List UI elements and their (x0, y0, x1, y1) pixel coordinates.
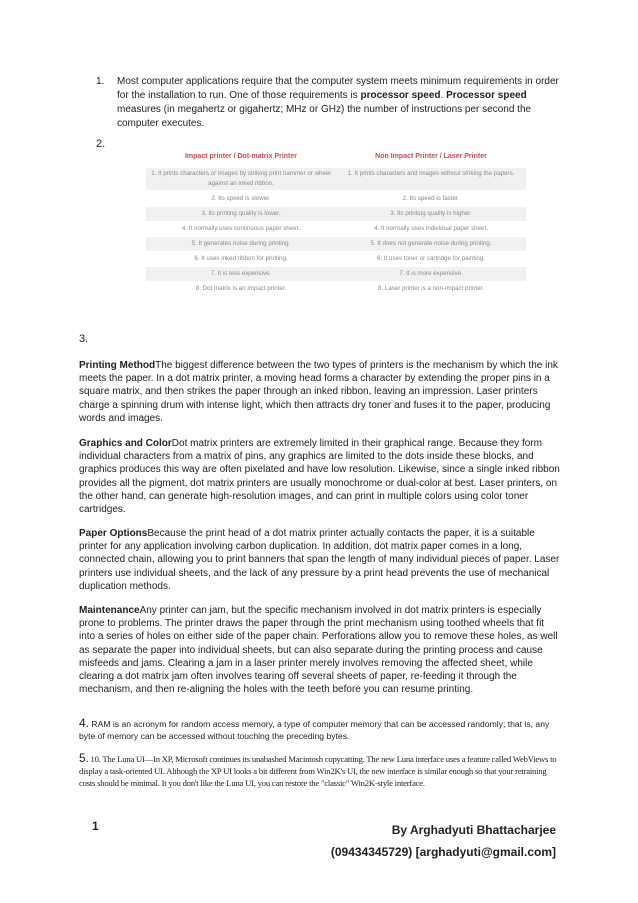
list-text: Most computer applications require that the computer system meets minimum requirements in order for the installation to run. One of those requirements is processor speed. Processor speed measures (in megahertz or gigahertz; MHz or GHz) the number of instructions per second the computer executes. (117, 76, 559, 129)
section-number-3: 3. (79, 333, 89, 345)
paragraph-paper-options (79, 527, 561, 593)
paragraph-body: The biggest difference between the two types of printers is the mechanism by which the ink meets the paper. In a dot matrix printer, a moving head forms a character by extending the proper pins in a square matrix, and then strikes the paper through an inked ribbon, leaving an impression. Laser printers charge a spinning drum with intense light, which then attracts dry toner and fuses it to the paper, producing words and images. (79, 360, 558, 424)
printer-comparison-table (146, 150, 526, 300)
paragraph-body: Any printer can jam, but the specific mechanism involved in dot matrix printers is especially prone to problems. The printer draws the paper through the print mechanism using toothed wheels that fit into a series of holes on either side of the paper chain. Perforations allow you to remove these holes, as well as separate the paper into individual sheets, but can also separate during the printing process and cause misfeeds and jams. Clearing a jam in a laser printer merely involves removing the affected sheet, while clearing a dot matrix jam often involves tearing off several sheets of paper, re-feeding it through the mechanism, and then re-aligning the holes with the teeth before you can resume printing. (79, 605, 558, 696)
list-number: 5. (79, 751, 89, 765)
paragraph-heading: Graphics and Color (79, 438, 172, 449)
paragraph-body: Dot matrix printers are extremely limited in their graphical range. Because they form individual characters from a matrix of pins, any graphics are limited to the dots inside these blocks, and graphics produces this way are often pixelated and have low resolution. Likewise, since a single inked ribbon provides all the pigment, dot matrix printers are usually monochrome or dual-color at best. Laser printers, on the other hand, can generate high-resolution images, and can print in multiple colors using color toner cartridges. (79, 438, 560, 516)
footer-author (270, 819, 556, 863)
list-text: RAM is an acronym for random access memory, a type of computer memory that can be accessed randomly; that is, any byte of memory can be accessed without touching the preceding bytes. (79, 719, 550, 741)
list-number: 2. (96, 138, 106, 150)
table-header (146, 150, 526, 164)
table-row: 8. Dot matrix is an impact printer. 8. Laser printer is a non-impact printer. (195, 285, 484, 292)
table-row: 2. Its speed is slower. 2. Its speed is faster. (211, 195, 460, 202)
table-row: 7. It is less expensive. 7. It is more expensive. (146, 267, 526, 281)
list-number: 1. (96, 76, 105, 87)
table-row: 3. Its printing quality is lower. 3. Its printing quality is higher. (146, 207, 526, 221)
list-item-4 (79, 717, 563, 742)
paragraph-maintenance (79, 604, 561, 696)
list-number: 4. (79, 716, 90, 730)
paragraph-heading: Printing Method (79, 360, 156, 371)
table-row: 4. It normally uses continuous paper sheet. 4. It normally uses individual paper sheet. (182, 225, 488, 232)
list-item-5 (79, 753, 563, 789)
paragraph-graphics-color (79, 437, 561, 516)
author-contact: (09434345729) [arghadyuti@gmail.com] (330, 845, 556, 859)
table-row: 1. It prints characters or images by striking print hammer or wheel against an inked ribbon. 1. It prints characters and images without striking the papers. (146, 168, 526, 190)
header-impact: Impact printer / Dot-matrix Printer (184, 153, 298, 160)
paragraph-body: Because the print head of a dot matrix printer actually contacts the paper, it is a suitable printer for any application involving carbon duplication. In addition, dot matrix paper comes in a long, connected chain, allowing you to print banners that span the length of many individual pieces of paper. Laser printers use individual sheets, and the lack of any pressure by a print head prevents the use of mechanical duplication methods. (79, 528, 560, 592)
table-row: 6. It uses inked ribbon for printing. 6. It uses toner or cartridge for painting. (194, 255, 485, 262)
page-number: 1 (92, 819, 99, 833)
paragraph-heading: Paper Options (79, 528, 148, 539)
table-row: 5. It generates noise during printing. 5. It does not generate noise during printing. (146, 237, 526, 251)
paragraph-printing-method (79, 359, 561, 425)
list-text: 10. The Luna UI—In XP, Microsoft continues its unabashed Macintosh copycatting. The new Luna interface uses a feature called WebViews to display a task-oriented UI. Although the XP UI looks a bit different from Win2K's UI, the new interface is similar enough so that your retraining costs should be minimal. It you don't like the Luna UI, you can restore the "classic" Win2K-style interface. (79, 754, 557, 788)
author-name: By Arghadyuti Bhattacharjee (391, 823, 556, 837)
header-non-impact: Non Impact Printer / Laser Printer (375, 153, 487, 160)
paragraph-heading: Maintenance (79, 605, 140, 616)
